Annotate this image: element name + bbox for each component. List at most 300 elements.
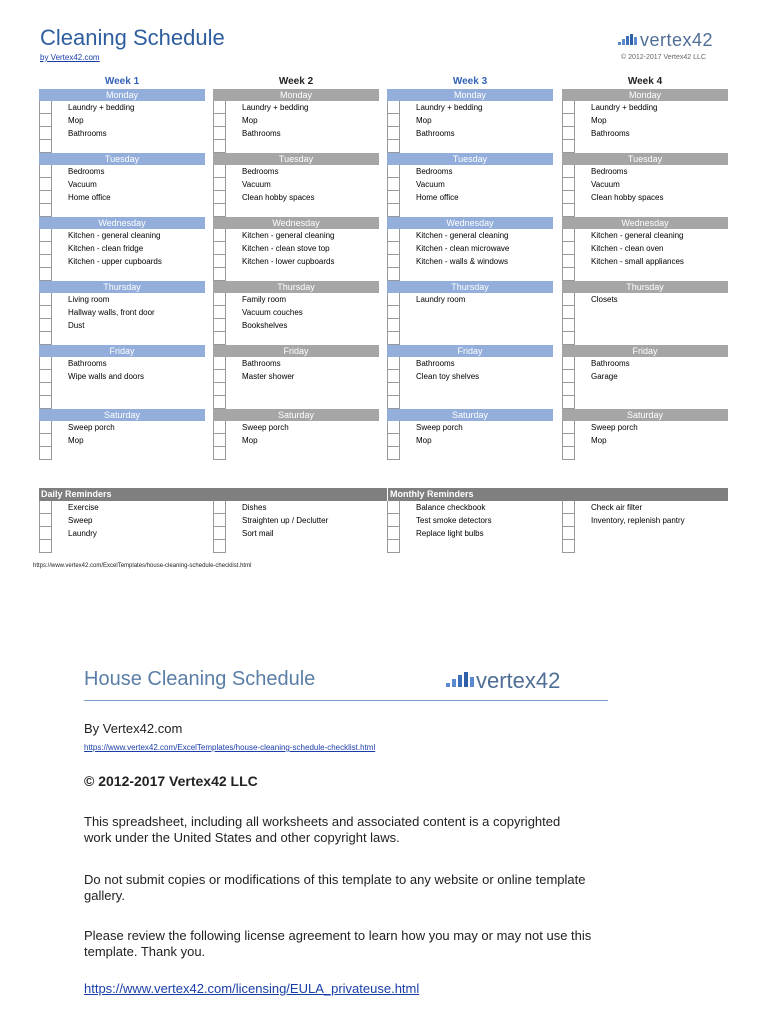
task-row	[39, 370, 205, 383]
task-label	[226, 396, 242, 409]
task-checkbox[interactable]	[214, 268, 226, 281]
day-header: Saturday	[387, 409, 553, 421]
day-block	[213, 89, 379, 153]
task-checkbox[interactable]	[563, 255, 575, 268]
task-checkbox[interactable]	[388, 434, 400, 447]
task-checkbox[interactable]	[40, 396, 52, 409]
task-row	[562, 268, 728, 281]
task-row	[387, 178, 553, 191]
info-logo-wordmark: vertex42	[476, 668, 561, 693]
vertex42-logo	[618, 30, 713, 51]
task-checkbox[interactable]	[40, 293, 52, 306]
task-checkbox[interactable]	[214, 332, 226, 345]
task-row	[562, 421, 728, 434]
task-row	[39, 396, 205, 409]
task-label	[575, 319, 591, 332]
task-row	[387, 114, 553, 127]
task-label: Bathrooms	[68, 129, 107, 138]
day-header: Monday	[39, 89, 205, 101]
logo-mark-icon	[618, 33, 640, 49]
task-checkbox[interactable]	[388, 229, 400, 242]
task-row	[213, 229, 379, 242]
task-checkbox[interactable]	[214, 421, 226, 434]
license-link[interactable]: https://www.vertex42.com/licensing/EULA_privateuse.html	[84, 981, 420, 996]
task-checkbox[interactable]	[214, 242, 226, 255]
task-label	[575, 268, 591, 281]
reminder-checkbox[interactable]	[214, 540, 226, 553]
task-checkbox[interactable]	[563, 306, 575, 319]
task-label	[52, 204, 68, 217]
task-label	[400, 447, 416, 460]
reminder-row	[39, 527, 205, 540]
task-label	[575, 204, 591, 217]
task-label: Bedrooms	[68, 167, 105, 176]
day-header: Tuesday	[387, 153, 553, 165]
task-row	[39, 165, 205, 178]
task-checkbox[interactable]	[563, 332, 575, 345]
task-row	[562, 370, 728, 383]
day-header: Thursday	[39, 281, 205, 293]
task-label	[575, 396, 591, 409]
task-row	[39, 319, 205, 332]
reminder-row	[39, 514, 205, 527]
task-label	[52, 140, 68, 153]
task-checkbox[interactable]	[388, 178, 400, 191]
day-block	[39, 217, 205, 281]
day-header: Wednesday	[213, 217, 379, 229]
reminder-label	[575, 540, 591, 553]
reminder-checkbox[interactable]	[563, 527, 575, 540]
reminder-label: Straighten up / Declutter	[242, 516, 329, 525]
task-checkbox[interactable]	[214, 127, 226, 140]
week-column	[213, 75, 379, 460]
logo-wordmark: vertex42	[640, 30, 714, 50]
task-label: Kitchen - clean oven	[591, 244, 664, 253]
task-label: Sweep porch	[68, 423, 115, 432]
reminder-row	[213, 501, 379, 514]
task-row	[562, 396, 728, 409]
task-checkbox[interactable]	[563, 101, 575, 114]
task-checkbox[interactable]	[563, 357, 575, 370]
task-checkbox[interactable]	[214, 383, 226, 396]
day-header: Friday	[562, 345, 728, 357]
reminder-label: Test smoke detectors	[416, 516, 492, 525]
task-checkbox[interactable]	[388, 319, 400, 332]
task-label	[575, 140, 591, 153]
task-checkbox[interactable]	[388, 332, 400, 345]
task-label	[52, 383, 68, 396]
task-checkbox[interactable]	[40, 268, 52, 281]
day-block	[562, 153, 728, 217]
task-checkbox[interactable]	[214, 293, 226, 306]
reminder-row	[213, 540, 379, 553]
day-header: Monday	[387, 89, 553, 101]
task-checkbox[interactable]	[40, 421, 52, 434]
task-checkbox[interactable]	[388, 357, 400, 370]
task-row	[387, 242, 553, 255]
task-label	[400, 332, 416, 345]
day-header: Wednesday	[39, 217, 205, 229]
reminder-checkbox[interactable]	[563, 501, 575, 514]
task-row	[213, 396, 379, 409]
task-label: Mop	[68, 436, 84, 445]
reminder-checkbox[interactable]	[388, 514, 400, 527]
task-checkbox[interactable]	[388, 114, 400, 127]
reminder-row	[213, 514, 379, 527]
task-label	[400, 319, 416, 332]
task-checkbox[interactable]	[388, 127, 400, 140]
day-block	[562, 89, 728, 153]
task-label	[226, 140, 242, 153]
task-checkbox[interactable]	[214, 191, 226, 204]
task-checkbox[interactable]	[563, 383, 575, 396]
day-block	[387, 409, 553, 460]
task-label: Mop	[242, 116, 258, 125]
task-checkbox[interactable]	[40, 127, 52, 140]
reminder-label: Replace light bulbs	[416, 529, 484, 538]
task-checkbox[interactable]	[563, 229, 575, 242]
task-row	[39, 140, 205, 153]
reminder-row	[562, 514, 728, 527]
task-checkbox[interactable]	[388, 306, 400, 319]
day-block	[562, 345, 728, 409]
task-row	[39, 204, 205, 217]
task-label: Mop	[242, 436, 258, 445]
reminder-label: Laundry	[68, 529, 97, 538]
task-label: Hallway walls, front door	[68, 308, 155, 317]
task-label: Bathrooms	[591, 359, 630, 368]
task-row	[562, 165, 728, 178]
task-row	[213, 255, 379, 268]
task-row	[39, 127, 205, 140]
reminder-checkbox[interactable]	[388, 540, 400, 553]
task-checkbox[interactable]	[563, 319, 575, 332]
task-label: Home office	[68, 193, 111, 202]
info-url-link[interactable]: https://www.vertex42.com/ExcelTemplates/house-cleaning-schedule-checklist.html	[84, 743, 376, 752]
info-logo	[446, 668, 560, 694]
reminder-checkbox[interactable]	[388, 501, 400, 514]
reminder-checkbox[interactable]	[40, 540, 52, 553]
task-row	[39, 306, 205, 319]
day-header: Saturday	[213, 409, 379, 421]
task-checkbox[interactable]	[214, 255, 226, 268]
task-row	[39, 178, 205, 191]
task-label	[52, 268, 68, 281]
week-title: Week 1	[104, 76, 140, 87]
task-row	[213, 140, 379, 153]
task-label: Clean hobby spaces	[242, 193, 315, 202]
task-row	[39, 114, 205, 127]
task-row	[213, 421, 379, 434]
task-label: Kitchen - clean microwave	[416, 244, 510, 253]
task-label: Laundry + bedding	[416, 103, 483, 112]
week-column	[39, 75, 205, 460]
task-checkbox[interactable]	[563, 191, 575, 204]
task-row	[562, 242, 728, 255]
task-label: Kitchen - lower cupboards	[242, 257, 335, 266]
reminder-column	[39, 501, 205, 553]
task-label: Kitchen - upper cupboards	[68, 257, 162, 266]
task-row	[213, 178, 379, 191]
footer-url[interactable]: https://www.vertex42.com/ExcelTemplates/house-cleaning-schedule-checklist.html	[33, 563, 252, 569]
info-paragraph-1: This spreadsheet, including all worksheets and associated content is a copyrighted work under the United States and other copyright laws.	[84, 814, 561, 845]
reminder-checkbox[interactable]	[214, 501, 226, 514]
task-checkbox[interactable]	[40, 178, 52, 191]
task-row	[562, 178, 728, 191]
task-row	[387, 370, 553, 383]
logo-mark-icon	[446, 671, 476, 691]
task-label: Vacuum	[68, 180, 97, 189]
task-checkbox[interactable]	[40, 306, 52, 319]
task-label: Bathrooms	[242, 129, 281, 138]
task-row	[387, 293, 553, 306]
task-checkbox[interactable]	[563, 127, 575, 140]
day-header: Thursday	[213, 281, 379, 293]
day-block	[39, 89, 205, 153]
task-checkbox[interactable]	[214, 101, 226, 114]
reminder-checkbox[interactable]	[388, 527, 400, 540]
task-label: Bathrooms	[416, 129, 455, 138]
week-column	[562, 75, 728, 460]
task-row	[387, 140, 553, 153]
task-label: Bookshelves	[242, 321, 288, 330]
task-row	[213, 434, 379, 447]
task-row	[213, 319, 379, 332]
task-row	[562, 447, 728, 460]
copyright-small: © 2012-2017 Vertex42 LLC	[621, 54, 706, 61]
task-row	[387, 383, 553, 396]
task-label	[52, 447, 68, 460]
task-label: Sweep porch	[416, 423, 463, 432]
task-checkbox[interactable]	[40, 191, 52, 204]
task-checkbox[interactable]	[388, 165, 400, 178]
day-block	[39, 281, 205, 345]
task-label: Bedrooms	[591, 167, 628, 176]
task-checkbox[interactable]	[214, 306, 226, 319]
task-row	[387, 421, 553, 434]
day-header: Monday	[562, 89, 728, 101]
task-checkbox[interactable]	[214, 204, 226, 217]
reminder-row	[562, 540, 728, 553]
monthly-reminders-header: Monthly Reminders	[388, 488, 728, 501]
task-checkbox[interactable]	[563, 370, 575, 383]
reminder-label: Dishes	[242, 503, 267, 512]
task-label: Kitchen - small appliances	[591, 257, 684, 266]
task-checkbox[interactable]	[563, 421, 575, 434]
task-checkbox[interactable]	[388, 191, 400, 204]
task-row	[387, 434, 553, 447]
task-checkbox[interactable]	[214, 396, 226, 409]
task-label	[400, 204, 416, 217]
byline-link[interactable]: by Vertex42.com	[40, 53, 100, 62]
info-title-rule	[84, 700, 608, 701]
day-block	[562, 217, 728, 281]
task-checkbox[interactable]	[214, 229, 226, 242]
task-row	[213, 293, 379, 306]
day-block	[213, 281, 379, 345]
reminder-row	[387, 501, 553, 514]
task-label: Family room	[242, 295, 287, 304]
task-label	[52, 332, 68, 345]
reminder-label: Check air filter	[591, 503, 643, 512]
task-checkbox[interactable]	[40, 101, 52, 114]
info-copyright: © 2012-2017 Vertex42 LLC	[84, 773, 258, 789]
task-checkbox[interactable]	[388, 396, 400, 409]
task-checkbox[interactable]	[388, 204, 400, 217]
task-checkbox[interactable]	[388, 421, 400, 434]
task-checkbox[interactable]	[214, 357, 226, 370]
reminder-row	[39, 540, 205, 553]
task-checkbox[interactable]	[40, 357, 52, 370]
reminder-column	[562, 501, 728, 553]
task-checkbox[interactable]	[388, 140, 400, 153]
day-block	[213, 153, 379, 217]
task-row	[562, 293, 728, 306]
reminder-label: Exercise	[68, 503, 99, 512]
task-checkbox[interactable]	[388, 268, 400, 281]
task-label: Garage	[591, 372, 618, 381]
task-row	[213, 332, 379, 345]
task-label	[575, 332, 591, 345]
task-checkbox[interactable]	[40, 370, 52, 383]
task-checkbox[interactable]	[388, 383, 400, 396]
task-label: Bedrooms	[416, 167, 453, 176]
task-label	[226, 383, 242, 396]
task-checkbox[interactable]	[563, 178, 575, 191]
task-checkbox[interactable]	[214, 319, 226, 332]
task-label: Laundry + bedding	[591, 103, 658, 112]
task-row	[562, 204, 728, 217]
task-checkbox[interactable]	[40, 165, 52, 178]
task-checkbox[interactable]	[214, 114, 226, 127]
task-checkbox[interactable]	[563, 268, 575, 281]
task-row	[387, 204, 553, 217]
task-checkbox[interactable]	[563, 293, 575, 306]
task-checkbox[interactable]	[388, 370, 400, 383]
reminder-label: Balance checkbook	[416, 503, 486, 512]
task-checkbox[interactable]	[388, 255, 400, 268]
task-label: Mop	[416, 436, 432, 445]
reminder-checkbox[interactable]	[40, 514, 52, 527]
task-checkbox[interactable]	[40, 204, 52, 217]
task-checkbox[interactable]	[563, 447, 575, 460]
task-checkbox[interactable]	[214, 178, 226, 191]
task-label: Kitchen - general cleaning	[68, 231, 161, 240]
task-row	[213, 370, 379, 383]
task-row	[213, 101, 379, 114]
week-title: Week 4	[627, 76, 663, 87]
week-title: Week 2	[278, 76, 314, 87]
task-label: Kitchen - general cleaning	[242, 231, 335, 240]
task-row	[39, 421, 205, 434]
task-row	[39, 242, 205, 255]
task-checkbox[interactable]	[563, 204, 575, 217]
task-label: Kitchen - general cleaning	[591, 231, 684, 240]
task-checkbox[interactable]	[214, 447, 226, 460]
day-header: Wednesday	[562, 217, 728, 229]
task-row	[562, 434, 728, 447]
task-label: Closets	[591, 295, 618, 304]
task-checkbox[interactable]	[563, 140, 575, 153]
task-checkbox[interactable]	[214, 140, 226, 153]
day-header: Tuesday	[213, 153, 379, 165]
task-row	[387, 127, 553, 140]
week-title: Week 3	[452, 76, 488, 87]
day-header: Saturday	[39, 409, 205, 421]
day-block	[387, 153, 553, 217]
task-checkbox[interactable]	[40, 434, 52, 447]
task-checkbox[interactable]	[563, 114, 575, 127]
task-checkbox[interactable]	[563, 434, 575, 447]
task-label: Mop	[591, 436, 607, 445]
task-label	[575, 306, 591, 319]
task-label: Mop	[416, 116, 432, 125]
task-row	[387, 319, 553, 332]
task-checkbox[interactable]	[40, 229, 52, 242]
reminder-checkbox[interactable]	[214, 514, 226, 527]
task-label: Master shower	[242, 372, 295, 381]
task-checkbox[interactable]	[388, 447, 400, 460]
task-checkbox[interactable]	[40, 255, 52, 268]
day-block	[213, 217, 379, 281]
day-header: Thursday	[562, 281, 728, 293]
task-row	[213, 165, 379, 178]
task-label: Mop	[68, 116, 84, 125]
task-checkbox[interactable]	[388, 101, 400, 114]
task-row	[213, 357, 379, 370]
week-column	[387, 75, 553, 460]
task-checkbox[interactable]	[388, 242, 400, 255]
reminder-row	[387, 527, 553, 540]
reminder-checkbox[interactable]	[563, 514, 575, 527]
task-label: Wipe walls and doors	[68, 372, 145, 381]
task-checkbox[interactable]	[40, 114, 52, 127]
task-checkbox[interactable]	[563, 242, 575, 255]
task-checkbox[interactable]	[40, 242, 52, 255]
reminder-checkbox[interactable]	[40, 527, 52, 540]
task-label: Laundry + bedding	[242, 103, 309, 112]
task-row	[213, 114, 379, 127]
task-label: Bathrooms	[416, 359, 455, 368]
task-label: Bathrooms	[242, 359, 281, 368]
task-checkbox[interactable]	[40, 447, 52, 460]
task-checkbox[interactable]	[40, 383, 52, 396]
task-checkbox[interactable]	[563, 396, 575, 409]
task-row	[562, 140, 728, 153]
task-checkbox[interactable]	[388, 293, 400, 306]
task-checkbox[interactable]	[214, 434, 226, 447]
day-header: Friday	[387, 345, 553, 357]
task-label	[400, 383, 416, 396]
reminder-label	[400, 540, 416, 553]
info-sheet	[84, 668, 608, 996]
reminder-checkbox[interactable]	[563, 540, 575, 553]
task-checkbox[interactable]	[40, 140, 52, 153]
task-checkbox[interactable]	[214, 370, 226, 383]
day-header: Tuesday	[562, 153, 728, 165]
reminder-row	[213, 527, 379, 540]
page-title: Cleaning Schedule	[40, 25, 225, 50]
reminder-checkbox[interactable]	[40, 501, 52, 514]
task-label	[226, 268, 242, 281]
day-block	[213, 409, 379, 460]
task-checkbox[interactable]	[40, 332, 52, 345]
task-checkbox[interactable]	[563, 165, 575, 178]
reminder-checkbox[interactable]	[214, 527, 226, 540]
task-checkbox[interactable]	[40, 319, 52, 332]
task-label: Dust	[68, 321, 85, 330]
task-checkbox[interactable]	[214, 165, 226, 178]
